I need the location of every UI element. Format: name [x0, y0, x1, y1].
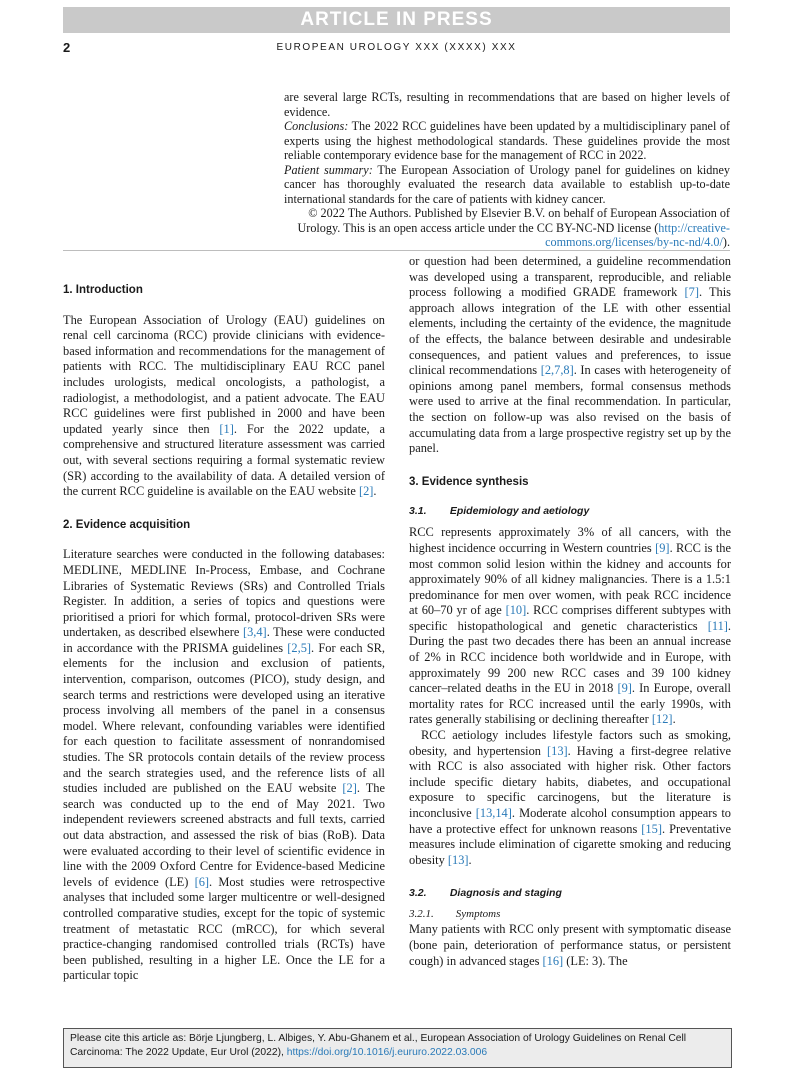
ref-link[interactable]: [13]	[547, 743, 568, 758]
article-in-press-banner: ARTICLE IN PRESS	[63, 7, 730, 33]
epidemiology-paragraph: RCC represents approximately 3% of all cancers, with the highest incidence occurring in Western countries [9]. RCC is the most common solid lesion within the kidney and accounts for approximately 90% of all kidney malignancies. There is a 1.5:1 predominance for men over women, with peak RCC incidence at 60–70 yr of age [10]. RCC comprises different subtypes with specific histopathological and genetic characteristics [11]. During the past two decades there has been an annual increase of 2% in RCC incidence both worldwide and in Europe, with approximately 99 200 new RCC cases and 39 100 kidney cancer–related deaths in the EU in 2018 [9]. In Europe, overall mortality rates for RCC increased until the early 1990s, with rates generally stabilising or declining thereafter [12].	[409, 525, 731, 727]
license-link[interactable]: http://creative-commons.org/licenses/by-nc-nd/4.0/	[545, 220, 730, 249]
section-title-evidence-synthesis: 3. Evidence synthesis	[409, 475, 529, 488]
ref-link[interactable]: [6]	[194, 874, 210, 889]
ref-link[interactable]: [16]	[542, 953, 564, 968]
evidence-acquisition-paragraph: Literature searches were conducted in the following databases: MEDLINE, MEDLINE In-Process, Embase, and Cochrane Libraries of Systematic Reviews (SRs) and Controlled Trials Register. In addition, a series of topics and questions were prioritised a priori for which formal, protocol-driven SRs were undertaken, as described elsewhere [3,4]. These were conducted in accordance with the PRISMA guidelines [2,5]. For each SR, elements for the inclusion and exclusion of patients, intervention, comparison, outcomes (PICO), study design, and search terms and restrictions were developed using an iterative process involving all members of the panel in a consensus model. Where relevant, confounding variables were identified for each question to facilitate assessment of nonrandomised studies. The SR protocols contain details of the review process and the search strategies used, and the reference lists of all studies included are published on the EAU website [2]. The search was conducted up to the end of May 2021. Two independent reviewers screened abstracts and full texts, carried out data abstraction, and assessed the risk of bias (RoB). Data were evaluated according to their level of scientific evidence in line with the 2009 Oxford Centre for Evidence-based Medicine levels of evidence (LE) [6]. Most studies were retrospective analyses that included some larger multicentre or well-designed controlled comparative studies, except for the topic of systemic treatment of metastatic RCC (mRCC), for which several practice-changing randomised controlled trials (RCTs) have been published, resulting in a higher LE. Once the LE for a particular topic	[63, 547, 385, 983]
ref-link[interactable]: [2]	[342, 781, 357, 796]
ref-link[interactable]: [2,7,8]	[540, 363, 574, 378]
ref-link[interactable]: [1]	[219, 421, 234, 436]
aetiology-paragraph: RCC aetiology includes lifestyle factors such as smoking, obesity, and hypertension [13]. Having a first-degree relative with RCC is also associated with higher risk. Other factors include specific dietary habits, diabetes, and occupational exposure to specific carcinogens, but the literature is inconclusive [13,14]. Moderate alcohol consumption appears to have a protective effect for unknown reasons [15]. Preventative measures include elimination of cigarette smoking and reducing obesity [13].	[409, 728, 732, 867]
subsubsection-symptoms: 3.2.1. Symptoms	[409, 908, 501, 921]
doi-link[interactable]: https://doi.org/10.1016/j.eururo.2022.03.006	[286, 1047, 488, 1058]
right-column	[409, 254, 731, 969]
ref-link[interactable]: [13]	[447, 852, 469, 867]
page-number: 2	[63, 40, 71, 55]
subsection-diagnosis-staging: 3.2. Diagnosis and staging	[409, 887, 562, 900]
symptoms-paragraph: Many patients with RCC only present with symptomatic disease (bone pain, deterioration of performance status, or persistent cough) in advanced stages [16] (LE: 3). The	[409, 922, 731, 968]
ref-link[interactable]: [3,4]	[242, 625, 267, 640]
ref-link[interactable]: [9]	[655, 540, 670, 555]
ref-link[interactable]: [11]	[707, 618, 728, 633]
ref-link[interactable]: [13,14]	[475, 806, 512, 820]
ref-link[interactable]: [15]	[641, 821, 662, 836]
copyright-end: ).	[722, 235, 730, 249]
abstract-conclusions	[284, 119, 730, 163]
section-title-introduction: 1. Introduction	[63, 284, 143, 296]
ref-link[interactable]: [12]	[651, 712, 673, 727]
copyright	[284, 206, 730, 250]
subsection-epidemiology: 3.1. Epidemiology and aetiology	[409, 505, 590, 518]
conclusions-label: Conclusions:	[284, 119, 349, 133]
section-title-evidence-acquisition: 2. Evidence acquisition	[63, 518, 191, 531]
ref-link[interactable]: [2,5]	[287, 640, 312, 655]
copyright-text: © 2022 The Authors. Published by Elsevier B.V. on behalf of European Association of Urology. This is an open access article under the CC BY-NC-ND license (	[297, 206, 730, 235]
abstract-divider	[63, 250, 730, 251]
citation-text: Please cite this article as: Börje Ljungberg, L. Albiges, Y. Abu-Ghanem et al., European Association of Urology Guidelines on Renal Cell Carcinoma: The 2022 Update, Eur Urol (2022),	[70, 1033, 687, 1058]
evidence-acquisition-continued: or question had been determined, a guideline recommendation was developed using a transparent, reproducible, and reliable process following a modified GRADE framework [7]. This approach allows integration of the LE with other essential elements, including the certainty of the evidence, the magnitude of the effects, the balance between desirable and undesirable consequences, and patient values and preferences, to issue clinical recommendations [2,7,8]. In cases with heterogeneity of opinions among panel members, formal consensus methods were used to arrive at the final recommendation. In particular, the section on follow-up was also revised on the basis of accumulating data from a large prospective registry set up by the panel.	[409, 254, 732, 456]
journal-header: EUROPEAN UROLOGY XXX (XXXX) XXX	[276, 42, 517, 53]
citation-box	[63, 1028, 732, 1068]
conclusions-text: The 2022 RCC guidelines have been updated by a multidisciplinary panel of experts using the highest methodological standards. These guidelines provide the most reliable contemporary evidence base for the management of RCC in 2022.	[284, 119, 730, 162]
abstract-results-tail: are several large RCTs, resulting in recommendations that are based on higher levels of evidence.	[284, 90, 730, 119]
ref-link[interactable]: [2]	[358, 484, 374, 499]
abstract-patient-summary	[284, 163, 730, 207]
introduction-paragraph: The European Association of Urology (EAU) guidelines on renal cell carcinoma (RCC) provide clinicians with evidence-based information and recommendations for the management of patients with RCC. The multidisciplinary EAU RCC panel includes urologists, medical oncologists, a pathologist, a radiologist, a methodologist, and a patient advocate. The EAU RCC guidelines were first published in 2000 and have been updated yearly since then [1]. For the 2022 update, a comprehensive and structured literature assessment was carried out, with several sections requiring a formal systematic review (SR) according to the availability of data. A detailed version of the current RCC guideline is available on the EAU website [2].	[63, 312, 385, 499]
ref-link[interactable]: [9]	[617, 681, 632, 696]
abstract-block	[284, 90, 730, 250]
ref-link[interactable]: [7]	[684, 285, 699, 300]
ref-link[interactable]: [10]	[505, 603, 527, 618]
left-column	[63, 283, 385, 984]
summary-label: Patient summary:	[284, 162, 373, 177]
summary-text: The European Association of Urology panel for guidelines on kidney cancer has thoroughly evaluated the research data available to establish up-to-date international standards for the care of patients with kidney cancer.	[284, 162, 730, 206]
